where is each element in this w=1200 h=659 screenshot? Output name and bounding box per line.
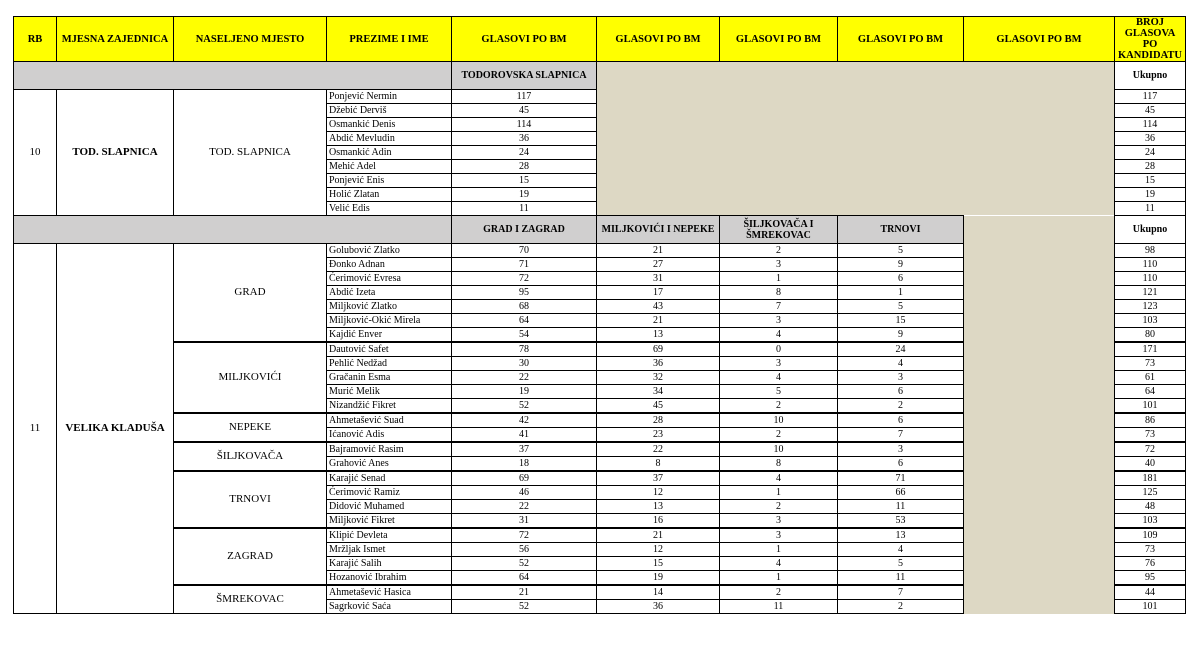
vote-cell: 72 (452, 528, 597, 543)
total-cell: 117 (1115, 90, 1186, 104)
candidate-name: Mržljak Ismet (327, 543, 452, 557)
candidate-name: Gračanin Esma (327, 371, 452, 385)
total-cell: 73 (1115, 543, 1186, 557)
vote-cell: 22 (452, 371, 597, 385)
total-cell: 61 (1115, 371, 1186, 385)
vote-cell: 52 (452, 557, 597, 571)
total-cell: 76 (1115, 557, 1186, 571)
beige-column (964, 216, 1115, 614)
vote-cell: 37 (452, 442, 597, 457)
vote-cell: 32 (597, 371, 720, 385)
total-cell: 19 (1115, 188, 1186, 202)
candidate-name: Osmankić Adin (327, 146, 452, 160)
vote-cell: 4 (838, 357, 964, 371)
total-cell: 73 (1115, 357, 1186, 371)
total-cell: 95 (1115, 571, 1186, 586)
total-cell: 98 (1115, 244, 1186, 258)
total-cell: 64 (1115, 385, 1186, 399)
vote-cell: 41 (452, 428, 597, 443)
mz-cell: VELIKA KLADUŠA (57, 244, 174, 614)
vote-cell: 34 (597, 385, 720, 399)
vote-cell: 6 (838, 385, 964, 399)
vote-cell: 71 (452, 258, 597, 272)
candidate-name: Miljković Fikret (327, 514, 452, 529)
total-cell: 101 (1115, 600, 1186, 614)
vote-cell: 68 (452, 300, 597, 314)
vote-cell: 19 (597, 571, 720, 586)
vote-cell: 3 (838, 442, 964, 457)
vote-cell: 19 (452, 188, 597, 202)
candidate-name: Golubović Zlatko (327, 244, 452, 258)
vote-cell: 15 (597, 557, 720, 571)
total-cell: 15 (1115, 174, 1186, 188)
vote-cell: 24 (452, 146, 597, 160)
vote-cell: 8 (720, 286, 838, 300)
vote-cell: 10 (720, 413, 838, 428)
total-cell: 103 (1115, 514, 1186, 529)
vote-cell: 64 (452, 314, 597, 328)
candidate-name: Bajramović Rasim (327, 442, 452, 457)
vote-cell: 1 (720, 272, 838, 286)
vote-cell: 15 (838, 314, 964, 328)
place-cell: ŠILJKOVAČA (174, 442, 327, 471)
candidate-name: Grahović Anes (327, 457, 452, 472)
vote-cell: 27 (597, 258, 720, 272)
vote-cell: 30 (452, 357, 597, 371)
candidate-name: Ćerimović Ramiz (327, 486, 452, 500)
header-bm-4: GLASOVI PO BM (838, 17, 964, 62)
vote-cell: 5 (838, 557, 964, 571)
vote-cell: 66 (838, 486, 964, 500)
vote-cell: 7 (720, 300, 838, 314)
place-cell: ZAGRAD (174, 528, 327, 585)
vote-cell: 64 (452, 571, 597, 586)
header-mz: MJESNA ZAJEDNICA (57, 17, 174, 62)
bm-label: MILJKOVIĆI I NEPEKE (597, 216, 720, 244)
vote-cell: 4 (720, 557, 838, 571)
total-cell: 103 (1115, 314, 1186, 328)
vote-cell: 1 (720, 571, 838, 586)
vote-cell: 37 (597, 471, 720, 486)
vote-cell: 22 (597, 442, 720, 457)
vote-cell: 3 (720, 314, 838, 328)
candidate-name: Didović Muhamed (327, 500, 452, 514)
vote-cell: 13 (597, 500, 720, 514)
header-total: BROJ GLASOVA PO KANDIDATU (1115, 17, 1186, 62)
vote-cell: 3 (720, 357, 838, 371)
beige-column (597, 62, 1115, 216)
header-bm-1: GLASOVI PO BM (452, 17, 597, 62)
vote-cell: 21 (597, 528, 720, 543)
vote-cell: 18 (452, 457, 597, 472)
vote-cell: 12 (597, 543, 720, 557)
vote-cell: 1 (838, 286, 964, 300)
total-cell: 125 (1115, 486, 1186, 500)
vote-cell: 114 (452, 118, 597, 132)
header-rb: RB (14, 17, 57, 62)
header-place: NASELJENO MJESTO (174, 17, 327, 62)
total-cell: 121 (1115, 286, 1186, 300)
candidate-name: Karajić Senad (327, 471, 452, 486)
vote-cell: 2 (838, 399, 964, 414)
vote-cell: 7 (838, 428, 964, 443)
vote-cell: 1 (720, 486, 838, 500)
total-cell: 24 (1115, 146, 1186, 160)
candidate-name: Ićanović Adis (327, 428, 452, 443)
total-cell: 181 (1115, 471, 1186, 486)
vote-cell: 7 (838, 585, 964, 600)
total-cell: 11 (1115, 202, 1186, 216)
bm-label: TODOROVSKA SLAPNICA (452, 62, 597, 90)
section-header-row (14, 62, 1186, 90)
candidate-name: Džebić Derviš (327, 104, 452, 118)
vote-cell: 3 (720, 528, 838, 543)
vote-cell: 31 (452, 514, 597, 529)
candidate-name: Nizandžić Fikret (327, 399, 452, 414)
header-name: PREZIME I IME (327, 17, 452, 62)
vote-cell: 9 (838, 258, 964, 272)
vote-cell: 72 (452, 272, 597, 286)
vote-cell: 4 (720, 328, 838, 343)
vote-cell: 2 (720, 500, 838, 514)
vote-cell: 11 (838, 571, 964, 586)
vote-cell: 52 (452, 600, 597, 614)
vote-cell: 10 (720, 442, 838, 457)
rb-cell: 10 (14, 90, 57, 216)
candidate-name: Velić Edis (327, 202, 452, 216)
candidate-name: Klipić Devleta (327, 528, 452, 543)
place-cell: NEPEKE (174, 413, 327, 442)
vote-cell: 117 (452, 90, 597, 104)
header-bm-5: GLASOVI PO BM (964, 17, 1115, 62)
total-cell: 40 (1115, 457, 1186, 472)
vote-cell: 69 (452, 471, 597, 486)
results-table (13, 16, 1186, 614)
vote-cell: 43 (597, 300, 720, 314)
vote-cell: 2 (720, 585, 838, 600)
place-cell: GRAD (174, 244, 327, 343)
total-cell: 109 (1115, 528, 1186, 543)
vote-cell: 42 (452, 413, 597, 428)
total-label: Ukupno (1115, 62, 1186, 90)
bm-label: ŠILJKOVAČA I ŠMREKOVAC (720, 216, 838, 244)
candidate-name: Pehlić Nedžad (327, 357, 452, 371)
vote-cell: 36 (452, 132, 597, 146)
vote-cell: 46 (452, 486, 597, 500)
vote-cell: 2 (838, 600, 964, 614)
vote-cell: 13 (838, 528, 964, 543)
total-cell: 110 (1115, 272, 1186, 286)
candidate-name: Sagrković Saća (327, 600, 452, 614)
rb-cell: 11 (14, 244, 57, 614)
vote-cell: 0 (720, 342, 838, 357)
place-cell: ŠMREKOVAC (174, 585, 327, 614)
section-spacer (14, 62, 452, 90)
candidate-name: Abdić Mevludin (327, 132, 452, 146)
vote-cell: 95 (452, 286, 597, 300)
candidate-name: Osmankić Denis (327, 118, 452, 132)
vote-cell: 78 (452, 342, 597, 357)
vote-cell: 3 (838, 371, 964, 385)
candidate-name: Holić Zlatan (327, 188, 452, 202)
vote-cell: 4 (720, 471, 838, 486)
vote-cell: 21 (597, 314, 720, 328)
candidate-name: Karajić Salih (327, 557, 452, 571)
vote-cell: 1 (720, 543, 838, 557)
vote-cell: 69 (597, 342, 720, 357)
candidate-name: Hozanović Ibrahim (327, 571, 452, 586)
place-cell: TRNOVI (174, 471, 327, 528)
total-cell: 123 (1115, 300, 1186, 314)
vote-cell: 2 (720, 428, 838, 443)
vote-cell: 6 (838, 457, 964, 472)
vote-cell: 17 (597, 286, 720, 300)
vote-cell: 28 (597, 413, 720, 428)
vote-cell: 11 (452, 202, 597, 216)
header-bm-3: GLASOVI PO BM (720, 17, 838, 62)
vote-cell: 12 (597, 486, 720, 500)
vote-cell: 45 (452, 104, 597, 118)
vote-cell: 14 (597, 585, 720, 600)
vote-cell: 36 (597, 600, 720, 614)
table-body (14, 62, 1186, 614)
vote-cell: 19 (452, 385, 597, 399)
candidate-name: Miljković Zlatko (327, 300, 452, 314)
bm-label: TRNOVI (838, 216, 964, 244)
vote-cell: 45 (597, 399, 720, 414)
vote-cell: 22 (452, 500, 597, 514)
vote-cell: 8 (720, 457, 838, 472)
total-cell: 48 (1115, 500, 1186, 514)
candidate-name: Murić Melik (327, 385, 452, 399)
total-cell: 86 (1115, 413, 1186, 428)
vote-cell: 71 (838, 471, 964, 486)
vote-cell: 21 (452, 585, 597, 600)
header-bm-2: GLASOVI PO BM (597, 17, 720, 62)
total-cell: 110 (1115, 258, 1186, 272)
vote-cell: 3 (720, 514, 838, 529)
bm-label: GRAD I ZAGRAD (452, 216, 597, 244)
total-cell: 114 (1115, 118, 1186, 132)
vote-cell: 56 (452, 543, 597, 557)
vote-cell: 4 (720, 371, 838, 385)
vote-cell: 16 (597, 514, 720, 529)
vote-cell: 6 (838, 272, 964, 286)
vote-cell: 54 (452, 328, 597, 343)
vote-cell: 23 (597, 428, 720, 443)
total-cell: 36 (1115, 132, 1186, 146)
vote-cell: 11 (720, 600, 838, 614)
vote-cell: 2 (720, 399, 838, 414)
candidate-name: Mehić Adel (327, 160, 452, 174)
vote-cell: 15 (452, 174, 597, 188)
candidate-name: Miljković-Okić Mirela (327, 314, 452, 328)
total-cell: 80 (1115, 328, 1186, 343)
vote-cell: 2 (720, 244, 838, 258)
vote-cell: 70 (452, 244, 597, 258)
vote-cell: 53 (838, 514, 964, 529)
vote-cell: 13 (597, 328, 720, 343)
candidate-name: Ćerimović Evresa (327, 272, 452, 286)
vote-cell: 36 (597, 357, 720, 371)
section-header-row (14, 216, 1186, 244)
vote-cell: 5 (720, 385, 838, 399)
vote-cell: 11 (838, 500, 964, 514)
candidate-name: Ahmetašević Suad (327, 413, 452, 428)
total-cell: 72 (1115, 442, 1186, 457)
total-label: Ukupno (1115, 216, 1186, 244)
vote-cell: 6 (838, 413, 964, 428)
vote-cell: 5 (838, 244, 964, 258)
candidate-name: Ponjević Nermin (327, 90, 452, 104)
mz-cell: TOD. SLAPNICA (57, 90, 174, 216)
vote-cell: 8 (597, 457, 720, 472)
candidate-name: Ahmetašević Hasica (327, 585, 452, 600)
vote-cell: 5 (838, 300, 964, 314)
total-cell: 171 (1115, 342, 1186, 357)
total-cell: 28 (1115, 160, 1186, 174)
candidate-name: Kajdić Enver (327, 328, 452, 343)
vote-cell: 3 (720, 258, 838, 272)
candidate-name: Dautović Safet (327, 342, 452, 357)
vote-cell: 31 (597, 272, 720, 286)
total-cell: 45 (1115, 104, 1186, 118)
place-cell: TOD. SLAPNICA (174, 90, 327, 216)
candidate-name: Abdić Izeta (327, 286, 452, 300)
vote-cell: 21 (597, 244, 720, 258)
place-cell: MILJKOVIĆI (174, 342, 327, 413)
candidate-name: Ponjević Enis (327, 174, 452, 188)
total-cell: 73 (1115, 428, 1186, 443)
vote-cell: 28 (452, 160, 597, 174)
vote-cell: 4 (838, 543, 964, 557)
candidate-name: Đonko Adnan (327, 258, 452, 272)
section-spacer (14, 216, 452, 244)
vote-cell: 9 (838, 328, 964, 343)
vote-cell: 52 (452, 399, 597, 414)
header-row (14, 17, 1186, 62)
total-cell: 44 (1115, 585, 1186, 600)
vote-cell: 24 (838, 342, 964, 357)
total-cell: 101 (1115, 399, 1186, 414)
